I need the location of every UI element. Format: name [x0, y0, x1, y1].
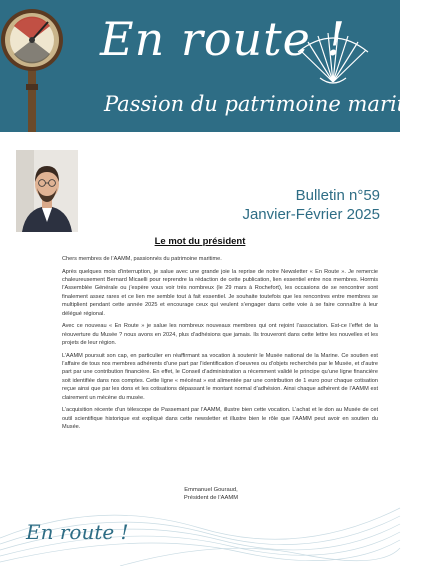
header-banner: [0, 0, 444, 132]
engine-telegraph-icon: [0, 0, 96, 132]
bulletin-number: Bulletin n°59: [295, 187, 380, 204]
article-heading: Le mot du président: [154, 236, 246, 247]
signature-name: Emmanuel Gouraud,: [184, 487, 238, 493]
article-body: [62, 255, 378, 436]
signature-role: Président de l’AAMM: [183, 495, 239, 502]
bulletin-info: [242, 186, 380, 224]
masthead-subtitle: Passion du patrimoine maritime: [104, 92, 444, 116]
article-paragraph: Avec ce nouveau « En Route » je salue les nombreux nouveaux membres qui ont rejoint l’association. Est-ce l’effet de la réouverture du Musée ? nous avons en 2024, plus d’adhésions que jamais. Ils trouveront dans cette lettre les nouvelles et les projets de leur région.: [62, 323, 378, 347]
article-paragraph: L’AAMM poursuit son cap, en particulier en réaffirmant sa vocation à soutenir le Musée national de la Marine. Ce soutien est l’affaire de tous nos membres adhérents d’une part par l’identification d’oeuvres ou d’objets recherchés par le Musée, et d’autre part par une contribution financière. En effet, le Conseil d’administration a récemment validé le principe qu’une ligne financière soit identifiée dans nos comptes. Cette ligne « mécénat » est alimentée par une contribution de 1 euro pour chaque cotisation reçue ainsi que par les dons et les cotisations dépassant le montant normal d’adhésion. Ainsi chaque adhérent de l’AAMM est clairement un mécène du musée.: [62, 352, 378, 401]
footer-title: En route !: [26, 520, 129, 544]
article-paragraph: L’acquisition récente d’un télescope de Passemant par l’AAMM, illustre bien cette vocation. L’achat et le don au Musée de cet outil scientifique historique est expliqué dans cette newsletter et illustre bien le rôle que l’AAMM peut avoir en soutien du Musée.: [62, 407, 378, 431]
article-paragraph: Chers membres de l’AAMM, passionnés du patrimoine maritime.: [62, 256, 222, 262]
masthead-title: En route !: [100, 12, 346, 66]
bulletin-period: Janvier-Février 2025: [242, 206, 380, 223]
shell-emblem-icon: [290, 30, 376, 90]
president-portrait: [16, 150, 78, 232]
article-paragraph: Après quelques mois d’interruption, je salue avec une grande joie la reprise de notre Newsletter « En Route ». Je remercie chaleureusement Bernard Micaelli pour reprendre la rédaction de cette publication, lien essentiel entre nos membres. Hormis l’Assemblée Générale ou j’espère vous voir très nombreux (le 29 mars à Rochefort), les occasions de se rencontrer sont finalement assez rares et ce lien me semble tout à fait essentiel. Je souhaite toutefois que les rencontres entre membres se multiplient pendant cette année 2025 et encourage ceux qui veulent s’engager dans cette voie à se faire connaître à leur délégué régional.: [62, 268, 378, 317]
